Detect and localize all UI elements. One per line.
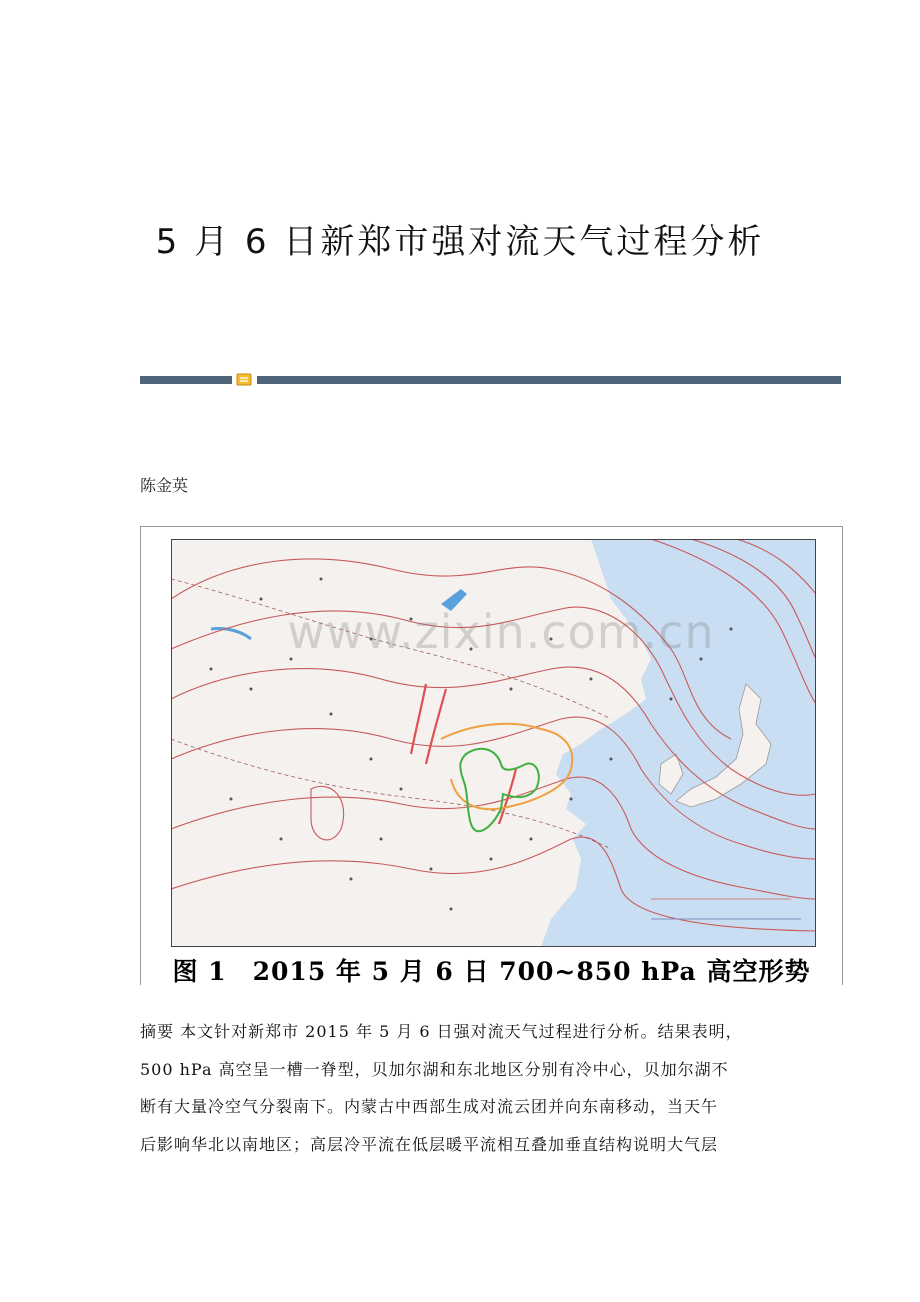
section-divider xyxy=(140,373,841,387)
document-icon xyxy=(236,373,252,386)
watermark: www.zixin.com.cn xyxy=(287,605,715,659)
abstract-line: 500 hPa 高空呈一槽一脊型，贝加尔湖和东北地区分别有冷中心，贝加尔湖不 xyxy=(140,1059,729,1079)
abstract xyxy=(140,1013,790,1163)
figure-caption: 图 1 2015 年 5 月 6 日 700~850 hPa 高空形势 xyxy=(172,957,811,986)
abstract-line: 后影响华北以南地区；高层冷平流在低层暖平流相互叠加垂直结构说明大气层 xyxy=(140,1134,719,1154)
abstract-line: 摘要 本文针对新郑市 2015 年 5 月 6 日强对流天气过程进行分析。结果表明， xyxy=(140,1022,743,1041)
divider-bar-right xyxy=(257,376,841,384)
abstract-line: 断有大量冷空气分裂南下。内蒙古中西部生成对流云团并向东南移动，当天午 xyxy=(140,1097,719,1116)
divider-bar-left xyxy=(140,376,232,384)
figure-1 xyxy=(140,526,843,985)
weather-map xyxy=(171,539,816,947)
document-title: 5 月 6 日新郑市强对流天气过程分析 xyxy=(155,222,765,262)
author-name: 陈金英 xyxy=(140,476,189,495)
